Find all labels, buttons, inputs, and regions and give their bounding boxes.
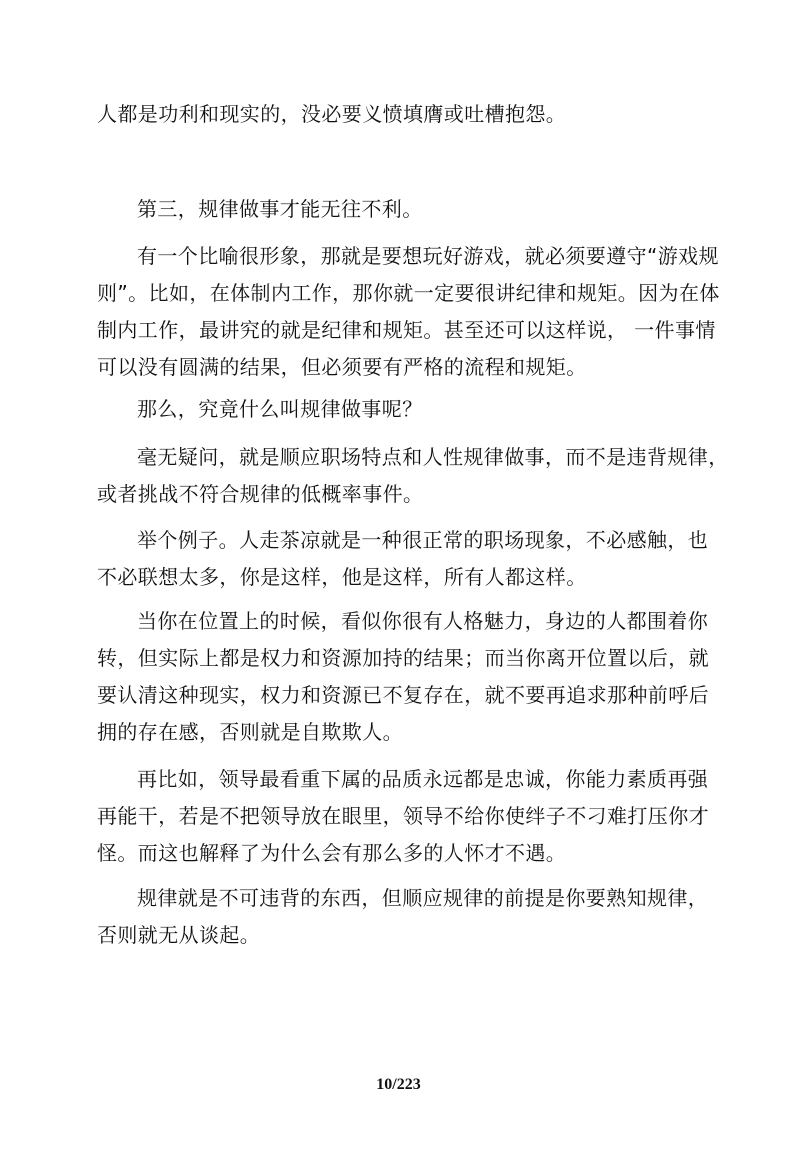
text-line: 人都是功利和现实的，没必要义愤填膺或吐槽抱怨。 xyxy=(97,102,567,126)
text-line: 转，但实际上都是权力和资源加持的结果；而当你离开位置以后，就 xyxy=(97,646,709,670)
section-heading-third xyxy=(97,191,693,228)
text-line: 拥的存在感，否则就是自欺欺人。 xyxy=(97,720,403,744)
text-line: 再比如，领导最看重下属的品质永远都是忠诚，你能力素质再强 xyxy=(137,767,709,791)
text-line: 不必联想太多，你是这样，他是这样，所有人都这样。 xyxy=(97,565,587,589)
text-line: 怪。而这也解释了为什么会有那么多的人怀才不遇。 xyxy=(97,841,567,865)
text-line: 规律就是不可违背的东西，但顺应规律的前提是你要熟知规律， xyxy=(137,886,709,910)
text-line: 可以没有圆满的结果，但必须要有严格的流程和规矩。 xyxy=(97,355,587,379)
text-line: 则”。比如，在体制内工作，那你就一定要很讲纪律和规矩。因为在体 xyxy=(97,281,720,305)
text-line: 第三，规律做事才能无往不利。 xyxy=(137,197,423,221)
text-line: 否则就无从谈起。 xyxy=(97,923,261,947)
paragraph-game-rules xyxy=(97,238,720,386)
text-line: 制内工作，最讲究的就是纪律和规矩。甚至还可以这样说， 一件事情 xyxy=(97,318,716,342)
paragraph-position xyxy=(97,603,709,751)
text-line: 再能干，若是不把领导放在眼里，领导不给你使绊子不刁难打压你才 xyxy=(97,804,709,828)
text-line: 那么，究竟什么叫规律做事呢？ xyxy=(137,397,423,421)
text-line: 毫无疑问，就是顺应职场特点和人性规律做事，而不是违背规律， xyxy=(137,445,729,469)
text-line: 要认清这种现实，权力和资源已不复存在，就不要再追求那种前呼后 xyxy=(97,683,709,707)
text-line: 有一个比喻很形象，那就是要想玩好游戏，就必须要遵守“游戏规 xyxy=(137,244,719,268)
paragraph-continuation xyxy=(97,96,693,133)
text-line: 当你在位置上的时候，看似你很有人格魅力，身边的人都围着你 xyxy=(137,609,709,633)
text-line: 或者挑战不符合规律的低概率事件。 xyxy=(97,482,424,506)
text-line: 举个例子。人走茶凉就是一种很正常的职场现象，不必感触，也 xyxy=(137,528,709,552)
paragraph-question xyxy=(97,391,693,428)
paragraph-answer xyxy=(97,439,729,513)
paragraph-conclusion xyxy=(97,880,709,954)
page-number: 10/223 xyxy=(376,1076,421,1093)
paragraph-loyalty xyxy=(97,761,709,872)
paragraph-example xyxy=(97,522,709,596)
